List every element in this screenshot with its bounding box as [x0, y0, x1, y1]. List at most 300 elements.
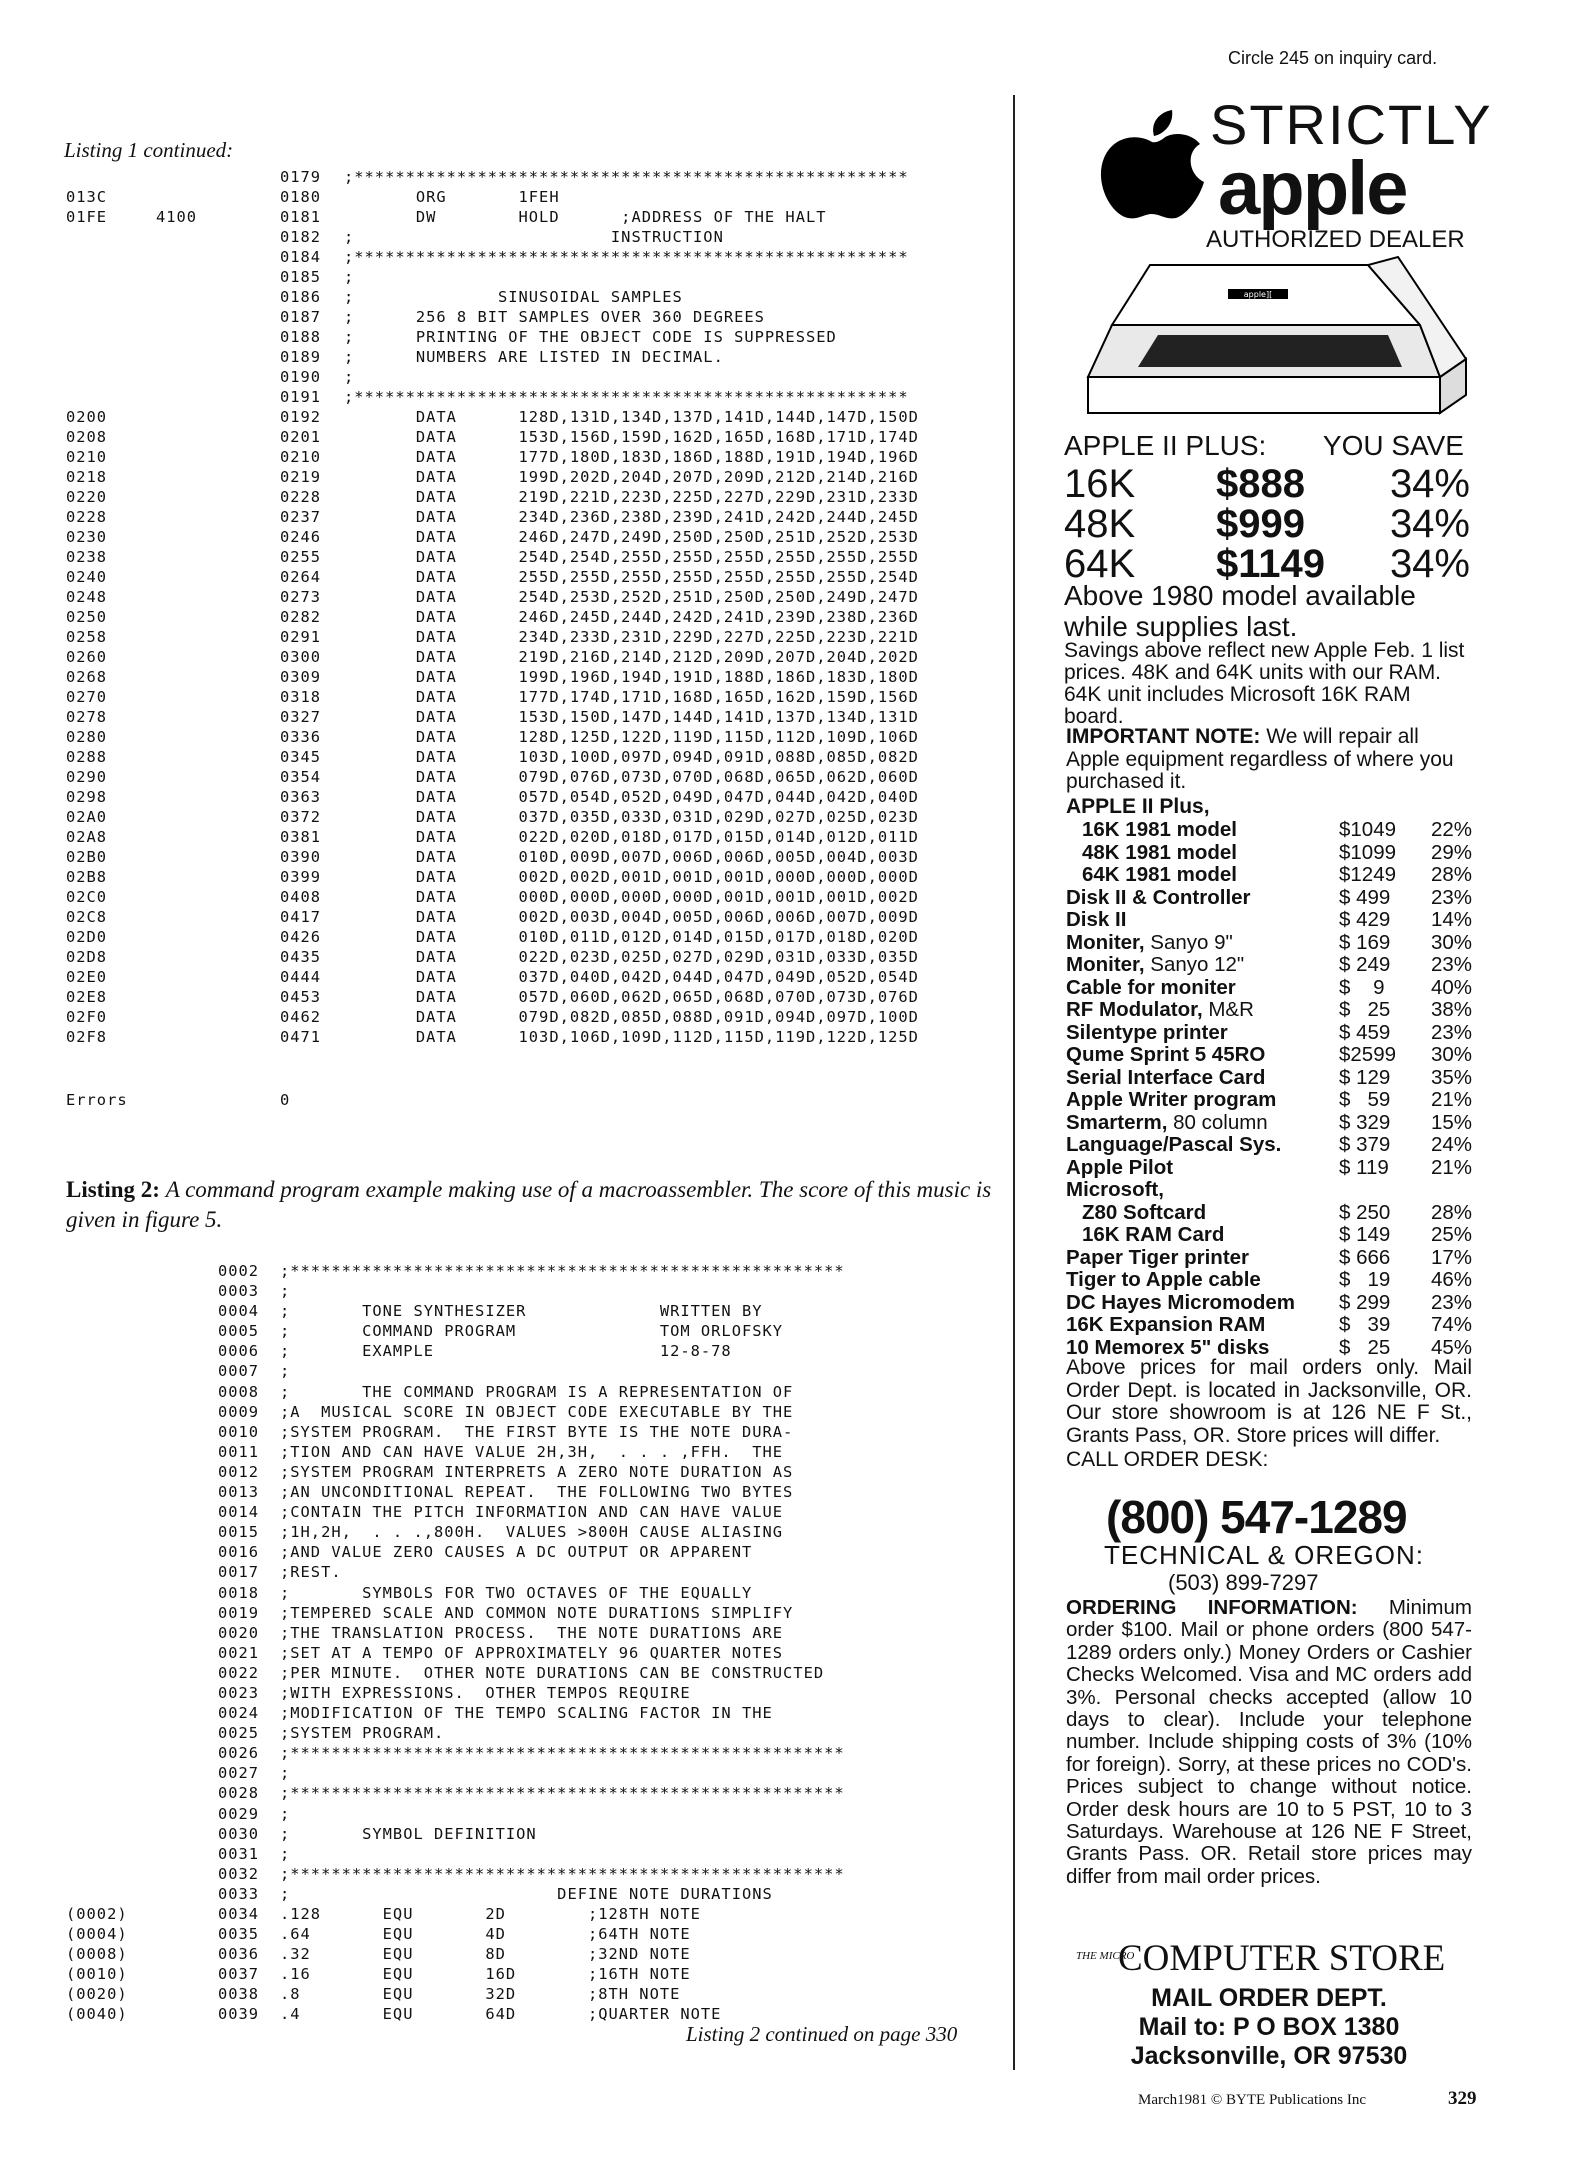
- code-line: [66, 1764, 1006, 1784]
- errors-label: Errors: [66, 1091, 128, 1109]
- product-name: [1066, 998, 1254, 1022]
- code-line-number: 0005: [218, 1322, 260, 1341]
- code-line-number: 0180: [280, 188, 322, 206]
- code-line: [66, 308, 1006, 328]
- product-name-detail: Sanyo 12": [1144, 953, 1245, 976]
- code-source: ;: [344, 368, 355, 386]
- price-value: $1149: [1216, 542, 1326, 586]
- code-address: 0238: [66, 548, 108, 566]
- code-line-number: 0273: [280, 588, 322, 606]
- code-source: ;TION AND CAN HAVE VALUE 2H,3H, . . . ,FFH. THE: [280, 1442, 784, 1461]
- code-line: [66, 388, 1006, 408]
- code-source: ;: [280, 1804, 291, 1823]
- code-line-number: 0003: [218, 1282, 260, 1301]
- code-line: [66, 228, 1006, 248]
- code-line-number: 0028: [218, 1784, 260, 1803]
- product-name-bold: 10 Memorex 5" disks: [1066, 1335, 1270, 1359]
- code-line-number: 0023: [218, 1683, 260, 1702]
- product-row: [1066, 908, 1472, 931]
- code-line: [66, 1965, 1006, 1985]
- product-row: [1066, 1021, 1472, 1044]
- code-source: ;AN UNCONDITIONAL REPEAT. THE FOLLOWING TWO BYTES: [280, 1483, 794, 1502]
- code-address: 0258: [66, 628, 108, 646]
- code-line: [66, 188, 1006, 208]
- product-row: [1066, 1291, 1472, 1314]
- code-line-number: 0187: [280, 308, 322, 326]
- code-address: 02E8: [66, 988, 108, 1006]
- code-line-number: 0282: [280, 608, 322, 626]
- savings-note: Savings above reflect new Apple Feb. 1 list prices. 48K and 64K units with our RAM. 64K unit includes Microsoft 16K RAM board.: [1064, 639, 1465, 728]
- store-name: COMPUTER STORE: [1118, 1938, 1446, 1979]
- code-line-number: 0021: [218, 1643, 260, 1662]
- code-line-number: 0033: [218, 1884, 260, 1903]
- code-source: ;******************************************************: [280, 1744, 845, 1763]
- code-line-number: 0012: [218, 1462, 260, 1481]
- code-source: ; INSTRUCTION: [344, 228, 724, 246]
- product-savings: 40%: [1430, 975, 1472, 999]
- code-line-number: 0181: [280, 208, 322, 226]
- code-line-number: 0018: [218, 1583, 260, 1602]
- code-line: [66, 1423, 1006, 1443]
- product-price: $ 499: [1339, 885, 1391, 909]
- code-source: DATA 177D,180D,183D,186D,188D,191D,194D,196D: [344, 448, 919, 466]
- code-line: [66, 668, 1006, 688]
- code-line: [66, 1825, 1006, 1845]
- product-name: [1066, 1178, 1164, 1202]
- code-line-number: 0190: [280, 368, 322, 386]
- code-source: DATA 199D,202D,204D,207D,209D,212D,214D,216D: [344, 468, 919, 486]
- product-name: [1066, 1313, 1265, 1337]
- code-line: [66, 1584, 1006, 1604]
- product-row: [1066, 1156, 1472, 1179]
- code-line-number: 0408: [280, 888, 322, 906]
- code-line: [66, 848, 1006, 868]
- product-price: $ 329: [1339, 1110, 1391, 1134]
- code-line-number: 0255: [280, 548, 322, 566]
- code-line: [66, 1845, 1006, 1865]
- product-savings: 22%: [1430, 818, 1472, 841]
- code-line: [66, 548, 1006, 568]
- code-line-number: 0002: [218, 1262, 260, 1280]
- code-line-number: 0228: [280, 488, 322, 506]
- code-line-number: 0246: [280, 528, 322, 546]
- code-source: DATA 022D,020D,018D,017D,015D,014D,012D,011D: [344, 828, 919, 846]
- code-line: [66, 1925, 1006, 1945]
- code-line: [66, 1463, 1006, 1483]
- code-address: 0240: [66, 568, 108, 586]
- listing2-caption-label: Listing 2:: [66, 1177, 160, 1202]
- code-source: ;******************************************************: [280, 1784, 845, 1803]
- code-address: 0210: [66, 448, 108, 466]
- code-address: 02A0: [66, 808, 108, 826]
- code-source: DATA 153D,156D,159D,162D,165D,168D,171D,174D: [344, 428, 919, 446]
- code-line: [66, 1322, 1006, 1342]
- product-name-bold: DC Hayes Micromodem: [1066, 1290, 1295, 1314]
- code-source: ; EXAMPLE 12-8-78: [280, 1342, 732, 1361]
- product-name: [1082, 841, 1237, 865]
- code-line-number: 0185: [280, 268, 322, 286]
- product-price-list: [1066, 818, 1472, 1358]
- price-savings: 34%: [1389, 462, 1470, 506]
- code-line: [66, 1008, 1006, 1028]
- product-row: [1066, 1133, 1472, 1156]
- price-row: [1064, 462, 1470, 506]
- product-savings: 30%: [1430, 1043, 1472, 1066]
- code-line-number: 0191: [280, 388, 322, 406]
- code-line-number: 0038: [218, 1985, 260, 2004]
- code-source: ;******************************************************: [344, 388, 909, 406]
- product-price: $ 19: [1339, 1268, 1391, 1291]
- code-line-number: 0016: [218, 1543, 260, 1562]
- product-name-bold: Cable for moniter: [1066, 975, 1236, 999]
- code-line: [66, 1543, 1006, 1563]
- code-address: 02E0: [66, 968, 108, 986]
- code-line-number: 0372: [280, 808, 322, 826]
- model-availability: Above 1980 model available while supplies last.: [1064, 580, 1416, 642]
- code-source: DATA 128D,131D,134D,137D,141D,144D,147D,150D: [344, 408, 919, 426]
- code-address: 02F8: [66, 1028, 108, 1046]
- product-name: [1066, 931, 1233, 955]
- apple-ii-computer-icon: [1068, 255, 1480, 425]
- code-line-number: 0032: [218, 1864, 260, 1883]
- listing2-code: [66, 1262, 1006, 2026]
- code-line-number: 0017: [218, 1563, 260, 1582]
- product-name: [1066, 1133, 1281, 1157]
- code-source: .64 EQU 4D ;64TH NOTE: [280, 1925, 691, 1944]
- technical-phone: (503) 899-7297: [1168, 1570, 1319, 1595]
- product-savings: 29%: [1430, 840, 1472, 864]
- product-price: $ 25: [1339, 1335, 1391, 1359]
- code-address: 02F0: [66, 1008, 108, 1026]
- code-line-number: 0462: [280, 1008, 322, 1026]
- code-line-number: 0027: [218, 1764, 260, 1783]
- code-line: [66, 1744, 1006, 1764]
- code-line-number: 0345: [280, 748, 322, 766]
- product-savings: 46%: [1430, 1268, 1472, 1291]
- product-name-bold: Qume Sprint 5 45RO: [1066, 1043, 1266, 1066]
- product-price: $1099: [1339, 840, 1397, 864]
- product-name-bold: Moniter,: [1066, 930, 1145, 954]
- call-order-desk: CALL ORDER DESK:: [1066, 1448, 1269, 1471]
- code-source: DATA 057D,060D,062D,065D,068D,070D,073D,076D: [344, 988, 919, 1006]
- code-address: 0220: [66, 488, 108, 506]
- code-line: [66, 1262, 1006, 1282]
- code-value: (0010): [66, 1965, 128, 1984]
- code-line-number: 0186: [280, 288, 322, 306]
- code-line: [66, 1684, 1006, 1704]
- code-line-number: 0381: [280, 828, 322, 846]
- code-line: [66, 1724, 1006, 1744]
- errors-count: 0: [280, 1091, 290, 1109]
- code-line: [66, 1503, 1006, 1523]
- code-source: DATA 103D,100D,097D,094D,091D,088D,085D,082D: [344, 748, 919, 766]
- code-line: [66, 568, 1006, 588]
- product-price: $ 9: [1339, 975, 1385, 999]
- code-source: ;WITH EXPRESSIONS. OTHER TEMPOS REQUIRE: [280, 1683, 691, 1702]
- code-line: [66, 448, 1006, 468]
- code-source: DATA 057D,054D,052D,049D,047D,044D,042D,040D: [344, 788, 919, 806]
- code-source: ;1H,2H, . . .,800H. VALUES >800H CAUSE ALIASING: [280, 1523, 784, 1542]
- product-savings: 30%: [1430, 930, 1472, 954]
- code-line-number: 0354: [280, 768, 322, 786]
- product-savings: 74%: [1430, 1313, 1472, 1336]
- product-name: [1066, 1066, 1265, 1090]
- price-savings: 34%: [1389, 502, 1470, 546]
- product-row: [1066, 976, 1472, 999]
- code-address: 0228: [66, 508, 108, 526]
- code-value: (0008): [66, 1945, 128, 1964]
- product-name: [1066, 1291, 1295, 1315]
- code-line-number: 0291: [280, 628, 322, 646]
- code-line-number: 0471: [280, 1028, 322, 1046]
- code-value: (0040): [66, 2005, 128, 2024]
- code-line-number: 0182: [280, 228, 322, 246]
- product-name-bold: RF Modulator,: [1066, 998, 1203, 1021]
- code-line: [66, 1342, 1006, 1362]
- product-name-detail: Sanyo 9": [1144, 930, 1233, 954]
- code-source: DATA 010D,011D,012D,014D,015D,017D,018D,020D: [344, 928, 919, 946]
- code-line: [66, 348, 1006, 368]
- code-line: [66, 728, 1006, 748]
- code-source: ;PER MINUTE. OTHER NOTE DURATIONS CAN BE CONSTRUCTED: [280, 1663, 825, 1682]
- code-source: DATA 255D,255D,255D,255D,255D,255D,255D,254D: [344, 568, 919, 586]
- code-line: [66, 1302, 1006, 1322]
- product-name: [1066, 976, 1236, 1000]
- code-source: ;: [344, 268, 355, 286]
- product-name-bold: Serial Interface Card: [1066, 1065, 1266, 1089]
- product-row: [1066, 1336, 1472, 1359]
- product-price: $ 429: [1339, 908, 1391, 931]
- product-row: [1066, 886, 1472, 909]
- product-name-bold: Smarterm,: [1066, 1110, 1168, 1134]
- code-value: (0002): [66, 1905, 128, 1923]
- code-line: [66, 628, 1006, 648]
- product-savings: 28%: [1430, 863, 1472, 886]
- product-price: $ 299: [1339, 1290, 1391, 1314]
- code-line-number: 0390: [280, 848, 322, 866]
- code-line-number: 0179: [280, 168, 322, 186]
- code-line: [66, 1784, 1006, 1804]
- code-source: ;TEMPERED SCALE AND COMMON NOTE DURATIONS SIMPLIFY: [280, 1603, 794, 1622]
- product-savings: 21%: [1430, 1155, 1472, 1179]
- code-line-number: 0037: [218, 1965, 260, 1984]
- product-price: $ 39: [1339, 1313, 1391, 1336]
- product-name-bold: 64K 1981 model: [1082, 863, 1237, 886]
- code-source: DATA 128D,125D,122D,119D,115D,112D,109D,106D: [344, 728, 919, 746]
- product-name: [1082, 818, 1237, 842]
- product-name-bold: 16K 1981 model: [1082, 818, 1237, 841]
- code-line: [66, 1028, 1006, 1048]
- product-savings: 14%: [1430, 908, 1472, 931]
- code-source: DATA 002D,003D,004D,005D,006D,006D,007D,009D: [344, 908, 919, 926]
- code-line-number: 0219: [280, 468, 322, 486]
- code-line-number: 0035: [218, 1925, 260, 1944]
- apple-brand-logo: apple: [1218, 146, 1407, 231]
- product-row: [1066, 1246, 1472, 1269]
- code-line-number: 0019: [218, 1603, 260, 1622]
- apple-plus-header: APPLE II Plus,: [1066, 795, 1210, 818]
- code-source: DW HOLD ;ADDRESS OF THE HALT: [344, 208, 827, 226]
- price-memory: 48K: [1064, 502, 1136, 546]
- code-address: 0260: [66, 648, 108, 666]
- code-line: [66, 408, 1006, 428]
- mail-to: Mail to: P O BOX 1380: [1138, 2013, 1400, 2041]
- code-line: [66, 1403, 1006, 1423]
- code-line: [66, 268, 1006, 288]
- code-source: DATA 153D,150D,147D,144D,141D,137D,134D,131D: [344, 708, 919, 726]
- code-line-number: 0453: [280, 988, 322, 1006]
- code-line: [66, 588, 1006, 608]
- code-source: ;******************************************************: [344, 248, 909, 266]
- code-line-number: 0009: [218, 1402, 260, 1421]
- code-line: [66, 428, 1006, 448]
- code-line: [66, 828, 1006, 848]
- code-line-number: 0264: [280, 568, 322, 586]
- code-source: DATA 010D,009D,007D,006D,006D,005D,004D,003D: [344, 848, 919, 866]
- code-source: .4 EQU 64D ;QUARTER NOTE: [280, 2005, 722, 2024]
- code-line: [66, 368, 1006, 388]
- code-address: 0280: [66, 728, 108, 746]
- product-savings: 45%: [1430, 1335, 1472, 1359]
- code-source: ;REST.: [280, 1563, 342, 1582]
- product-name: [1082, 863, 1237, 887]
- product-savings: 35%: [1430, 1065, 1472, 1089]
- code-line-number: 0031: [218, 1844, 260, 1863]
- code-line: [66, 948, 1006, 968]
- code-line-number: 0010: [218, 1422, 260, 1441]
- important-text: We will repair all Apple equipment regardless of where you purchased it.: [1066, 725, 1454, 793]
- code-line: [66, 1624, 1006, 1644]
- code-line-number: 0008: [218, 1382, 260, 1401]
- code-source: DATA 002D,002D,001D,001D,001D,000D,000D,000D: [344, 868, 919, 886]
- code-source: DATA 234D,236D,238D,239D,241D,242D,244D,245D: [344, 508, 919, 526]
- code-source: ; NUMBERS ARE LISTED IN DECIMAL.: [344, 348, 724, 366]
- product-name: [1066, 908, 1126, 932]
- product-price: $1049: [1339, 818, 1397, 841]
- code-source: ;MODIFICATION OF THE TEMPO SCALING FACTOR IN THE: [280, 1704, 773, 1723]
- code-source: ;******************************************************: [280, 1262, 845, 1280]
- code-line-number: 0034: [218, 1905, 260, 1923]
- product-name-bold: Apple Writer program: [1066, 1088, 1277, 1111]
- product-price: $ 149: [1339, 1223, 1391, 1246]
- product-row: [1066, 841, 1472, 864]
- product-row: [1066, 818, 1472, 841]
- listing1-caption: Listing 1 continued:: [64, 138, 234, 162]
- code-source: DATA 254D,254D,255D,255D,255D,255D,255D,255D: [344, 548, 919, 566]
- product-savings: 28%: [1430, 1200, 1472, 1224]
- product-name-bold: 16K Expansion RAM: [1066, 1313, 1266, 1336]
- product-row: [1066, 953, 1472, 976]
- code-source: DATA 246D,245D,244D,242D,241D,239D,238D,236D: [344, 608, 919, 626]
- code-line-number: 0030: [218, 1824, 260, 1843]
- product-price: $ 249: [1339, 953, 1391, 976]
- code-address: 02D8: [66, 948, 108, 966]
- ad-dealer: AUTHORIZED DEALER: [1206, 226, 1465, 253]
- code-line: [66, 648, 1006, 668]
- code-line-number: 0426: [280, 928, 322, 946]
- ad-strictly: STRICTLY: [1210, 93, 1493, 156]
- code-line-number: 0024: [218, 1704, 260, 1723]
- product-savings: 23%: [1430, 885, 1472, 909]
- page-number: 329: [1448, 2088, 1477, 2109]
- code-line-number: 0188: [280, 328, 322, 346]
- code-line: [66, 1362, 1006, 1382]
- code-source: ;SYSTEM PROGRAM INTERPRETS A ZERO NOTE DURATION AS: [280, 1462, 794, 1481]
- code-line: [66, 288, 1006, 308]
- ordering-information: [1066, 1597, 1472, 1888]
- code-line: [66, 1282, 1006, 1302]
- code-source: ; THE COMMAND PROGRAM IS A REPRESENTATION OF: [280, 1382, 794, 1401]
- code-source: ORG 1FEH: [344, 188, 560, 206]
- code-source: .32 EQU 8D ;32ND NOTE: [280, 1945, 691, 1964]
- ordering-label: ORDERING INFORMATION:: [1066, 1596, 1358, 1619]
- code-source: DATA 000D,000D,000D,000D,001D,001D,001D,002D: [344, 888, 919, 906]
- listing2-continued: Listing 2 continued on page 330: [686, 2022, 958, 2046]
- product-name-bold: Z80 Softcard: [1082, 1200, 1207, 1224]
- important-note: [1066, 726, 1472, 794]
- product-row: [1066, 998, 1472, 1021]
- product-price: $ 250: [1339, 1200, 1391, 1224]
- code-line-number: 0399: [280, 868, 322, 886]
- product-price: $ 379: [1339, 1133, 1391, 1156]
- code-source: ;: [280, 1282, 291, 1301]
- code-line-number: 0363: [280, 788, 322, 806]
- important-label: IMPORTANT NOTE:: [1066, 725, 1261, 748]
- code-source: DATA 177D,174D,171D,168D,165D,162D,159D,156D: [344, 688, 919, 706]
- column-divider: [1013, 95, 1015, 2070]
- code-line: [66, 748, 1006, 768]
- footer-credit: March1981 © BYTE Publications Inc: [1138, 2092, 1367, 2108]
- code-address: 0200: [66, 408, 108, 426]
- code-line-number: 0013: [218, 1483, 260, 1502]
- code-address: 0208: [66, 428, 108, 446]
- code-line-number: 0015: [218, 1523, 260, 1542]
- code-line: [66, 208, 1006, 228]
- price-value: $888: [1216, 462, 1305, 506]
- code-line: [66, 1523, 1006, 1543]
- product-price: $ 129: [1339, 1065, 1391, 1089]
- product-name-bold: Microsoft,: [1066, 1178, 1164, 1201]
- code-source: ; DEFINE NOTE DURATIONS: [280, 1884, 773, 1903]
- code-line-number: 0318: [280, 688, 322, 706]
- code-source: ; SYMBOLS FOR TWO OCTAVES OF THE EQUALLY: [280, 1583, 753, 1602]
- price-header-right: YOU SAVE: [1322, 430, 1464, 461]
- code-address: 0250: [66, 608, 108, 626]
- code-line: [66, 468, 1006, 488]
- product-savings: 38%: [1430, 998, 1472, 1021]
- product-name: [1066, 1246, 1249, 1270]
- code-address: 0230: [66, 528, 108, 546]
- code-line: [66, 1704, 1006, 1724]
- product-row: [1066, 1201, 1472, 1224]
- product-name-bold: Disk II & Controller: [1066, 885, 1251, 909]
- code-source: ; SINUSOIDAL SAMPLES: [344, 288, 683, 306]
- code-line: [66, 988, 1006, 1008]
- code-source: ;A MUSICAL SCORE IN OBJECT CODE EXECUTABLE BY THE: [280, 1402, 794, 1421]
- code-line: [66, 1905, 1006, 1925]
- code-line-number: 0006: [218, 1342, 260, 1361]
- code-line-number: 0007: [218, 1362, 260, 1381]
- product-name: [1066, 1111, 1268, 1135]
- code-source: ;SYSTEM PROGRAM.: [280, 1724, 445, 1743]
- product-name-bold: Language/Pascal Sys.: [1066, 1133, 1282, 1156]
- product-name: [1082, 1201, 1206, 1225]
- code-source: ; SYMBOL DEFINITION: [280, 1824, 537, 1843]
- code-source: ;: [280, 1844, 291, 1863]
- product-row: [1066, 1111, 1472, 1134]
- product-price: $2599: [1339, 1043, 1397, 1066]
- product-name-bold: 16K RAM Card: [1082, 1223, 1225, 1246]
